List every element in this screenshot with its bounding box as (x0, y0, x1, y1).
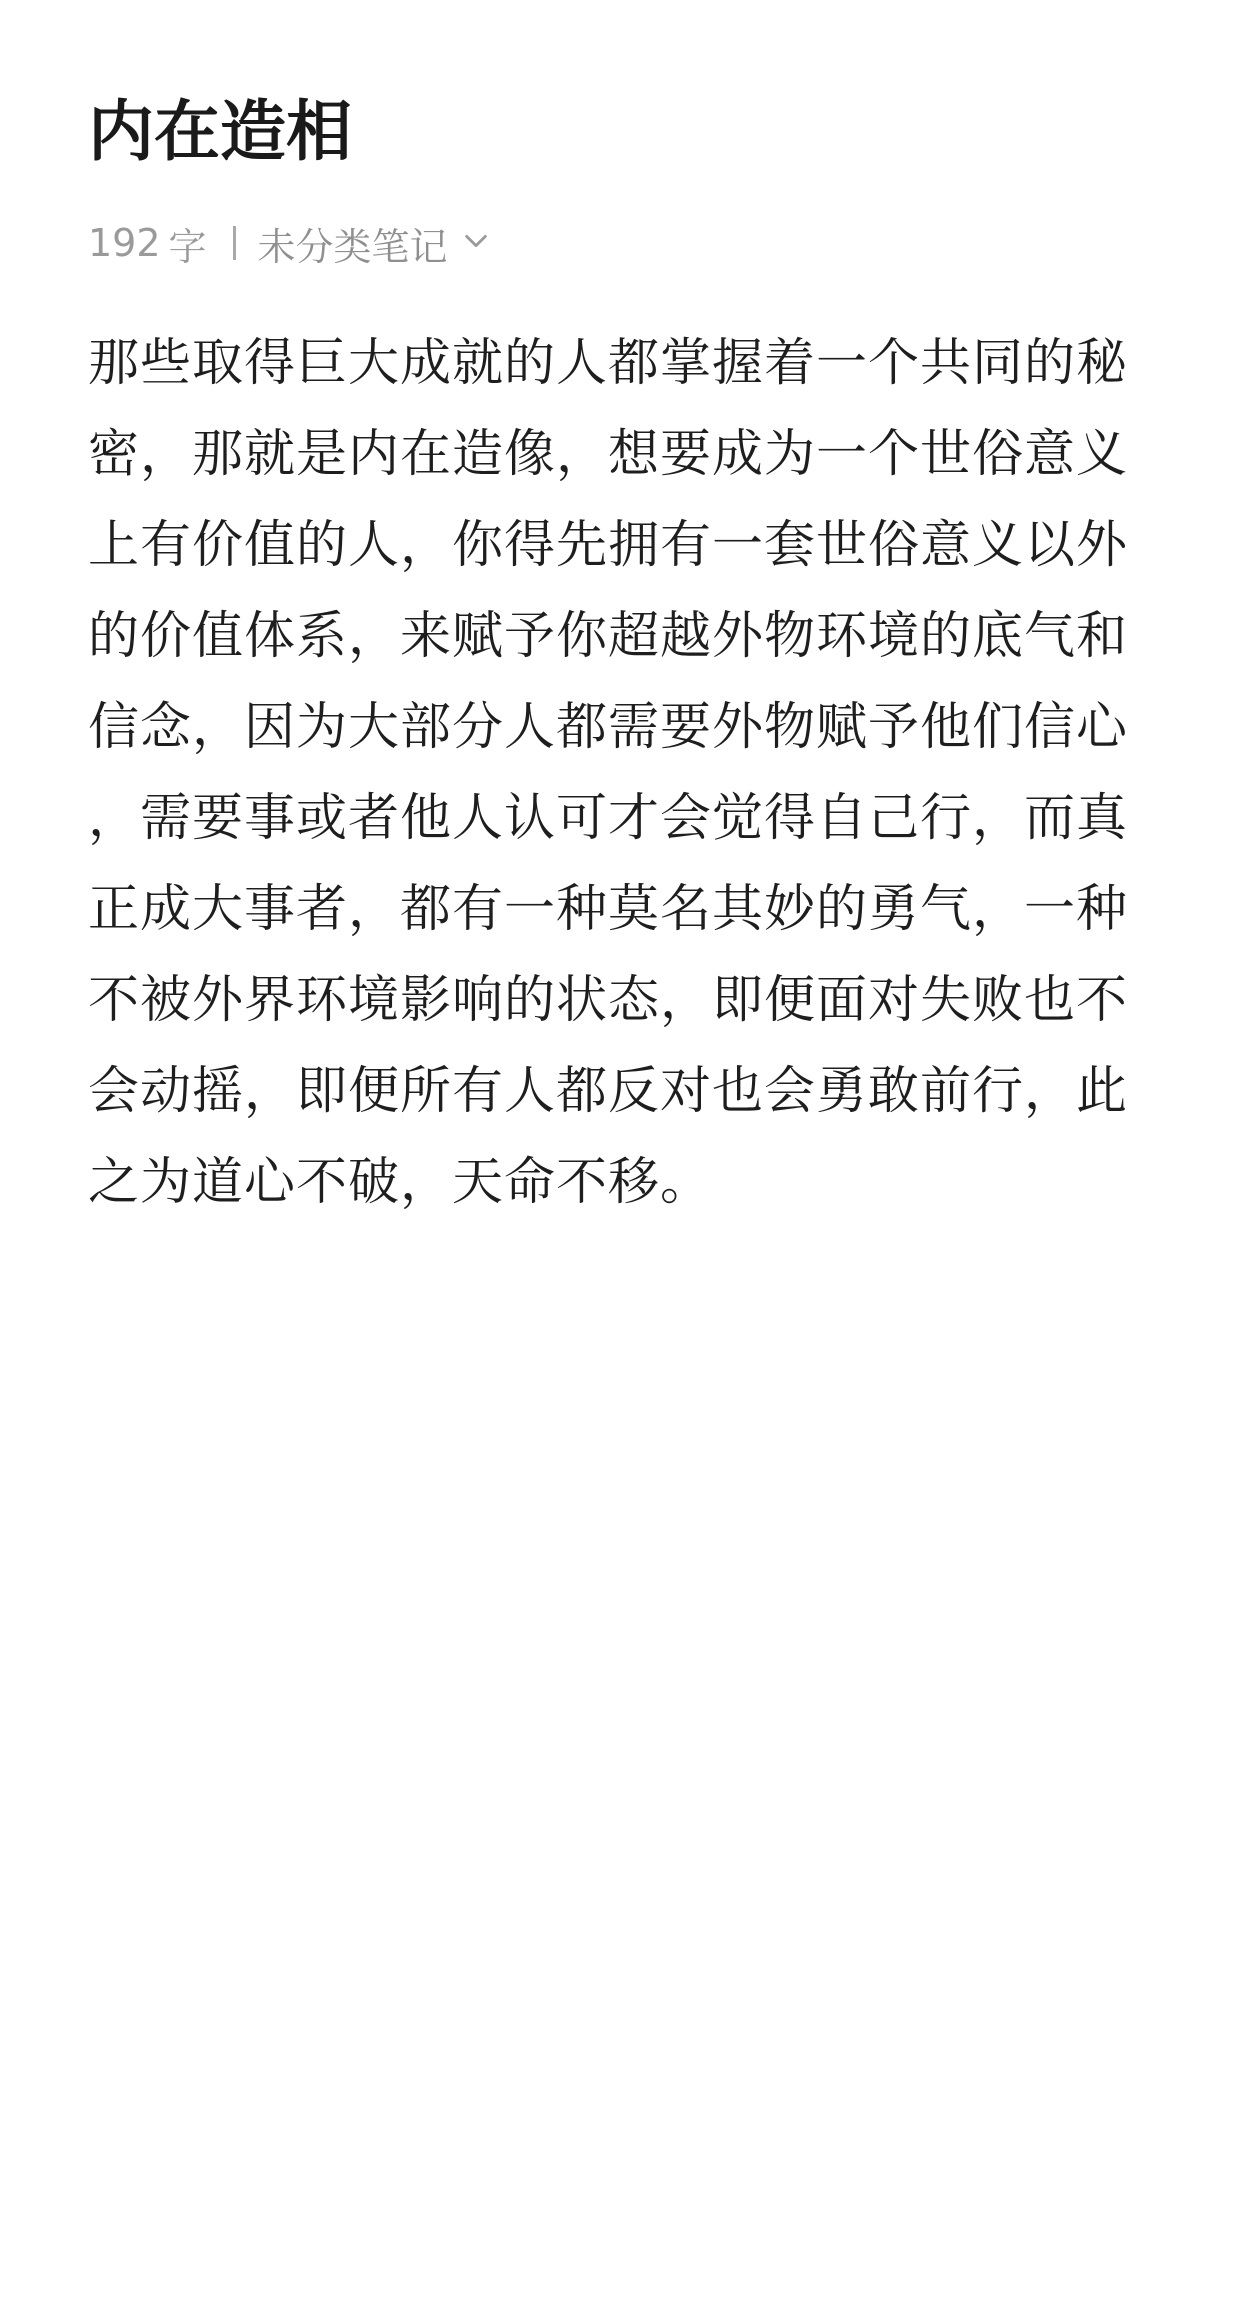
word-count-unit: 字 (168, 224, 207, 269)
note-title[interactable]: 内在造相 (88, 93, 352, 170)
category-label: 未分类笔记 (257, 224, 448, 269)
category-selector[interactable] (258, 216, 490, 271)
meta-divider (233, 226, 236, 260)
word-count (88, 216, 207, 271)
note-body[interactable]: 那些取得巨大成就的人都掌握着一个共同的秘密，那就是内在造像，想要成为一个世俗意义上有价值的人，你得先拥有一套世俗意义以外的价值体系，来赋予你超越外物环境的底气和信念，因为大部分人都需要外物赋予他们信心，需要事或者他人认可才会觉得自己行，而真正成大事者，都有一种莫名其妙的勇气，一种不被外界环境影响的状态，即便面对失败也不会动摇，即便所有人都反对也会勇敢前行，此之为道心不破，天命不移。 (88, 334, 1129, 1212)
word-count-value: 192 (88, 221, 161, 265)
note-meta (88, 218, 490, 268)
chevron-down-icon (462, 227, 490, 255)
